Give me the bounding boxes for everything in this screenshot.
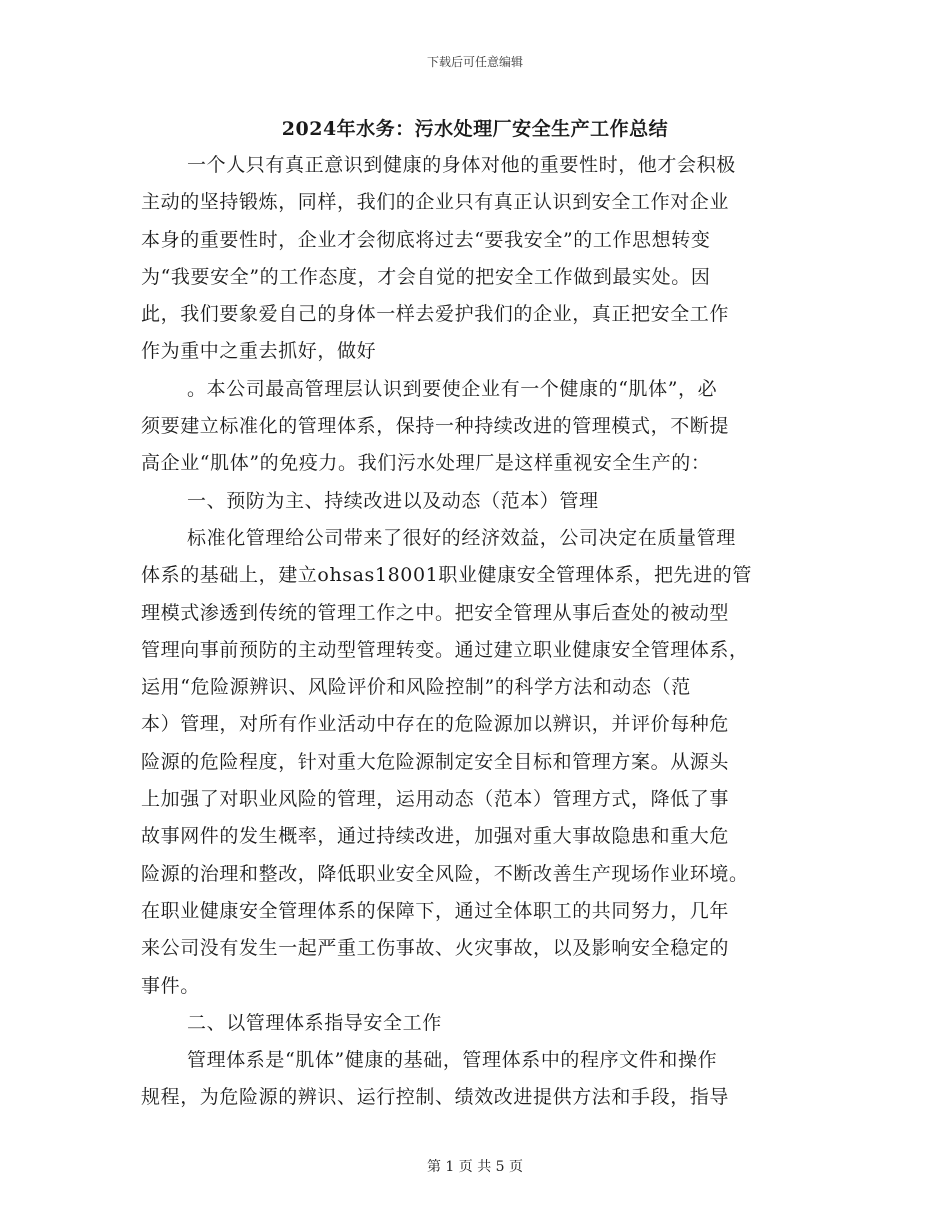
body-line: 规程，为危险源的辨识、运行控制、绩效改进提供方法和手段，指导 [141, 1086, 730, 1109]
body-line: 险源的治理和整改，降低职业安全风险，不断改善生产现场作业环境。 [141, 862, 749, 885]
body-line: 运用“危险源辨识、风险评价和风险控制”的科学方法和动态（范 [141, 676, 691, 699]
body-line: 故事网件的发生概率，通过持续改进，加强对重大事故隐患和重大危 [141, 825, 730, 848]
body-line: 险源的危险程度，针对重大危险源制定安全目标和管理方案。从源头 [141, 750, 730, 773]
body-line: 一个人只有真正意识到健康的身体对他的重要性时，他才会积极 [187, 154, 736, 176]
body-line: 为“我要安全”的工作态度，才会自觉的把安全工作做到最实处。因 [141, 265, 711, 288]
body-line: 上加强了对职业风险的管理，运用动态（范本）管理方式，降低了事 [141, 788, 730, 811]
body-line: 高企业“肌体”的免疫力。我们污水处理厂是这样重视安全生产的： [141, 452, 711, 475]
body-line: 本）管理，对所有作业活动中存在的危险源加以辨识，并评价每种危 [141, 713, 730, 736]
document-body [141, 147, 809, 1117]
document-title: 2024年水务：污水处理厂安全生产工作总结 [281, 118, 669, 140]
body-line: 管理向事前预防的主动型管理转变。通过建立职业健康安全管理体系， [141, 638, 749, 661]
body-line: 本身的重要性时，企业才会彻底将过去“要我安全”的工作思想转变 [141, 228, 711, 251]
body-line: 理模式渗透到传统的管理工作之中。把安全管理从事后查处的被动型 [141, 601, 730, 624]
section-heading: 一、预防为主、持续改进以及动态（范本）管理 [187, 489, 599, 512]
body-line: 主动的坚持锻炼，同样，我们的企业只有真正认识到安全工作对企业 [141, 191, 730, 214]
body-line: 体系的基础上，建立ohsas18001职业健康安全管理体系，把先进的管 [141, 564, 752, 587]
body-line: 标准化管理给公司带来了很好的经济效益，公司决定在质量管理 [187, 526, 736, 549]
body-line: 须要建立标准化的管理体系，保持一种持续改进的管理模式，不断提 [141, 415, 730, 438]
header-note: 下载后可任意编辑 [426, 55, 523, 69]
body-line: 来公司没有发生一起严重工伤事故、火灾事故，以及影响安全稳定的 [141, 937, 730, 960]
page-number: 第 1 页 共 5 页 [426, 1159, 524, 1175]
section-heading: 二、以管理体系指导安全工作 [187, 1011, 442, 1034]
body-line: 在职业健康安全管理体系的保障下，通过全体职工的共同努力，几年 [141, 899, 730, 922]
body-line: 作为重中之重去抓好，做好 [141, 340, 377, 363]
body-line: 管理体系是“肌体”健康的基础，管理体系中的程序文件和操作 [187, 1049, 718, 1072]
body-line: 事件。 [141, 974, 200, 997]
body-line: 此，我们要象爱自己的身体一样去爱护我们的企业，真正把安全工作 [141, 303, 730, 326]
body-line: 。本公司最高管理层认识到要使企业有一个健康的“肌体”，必 [187, 377, 718, 400]
